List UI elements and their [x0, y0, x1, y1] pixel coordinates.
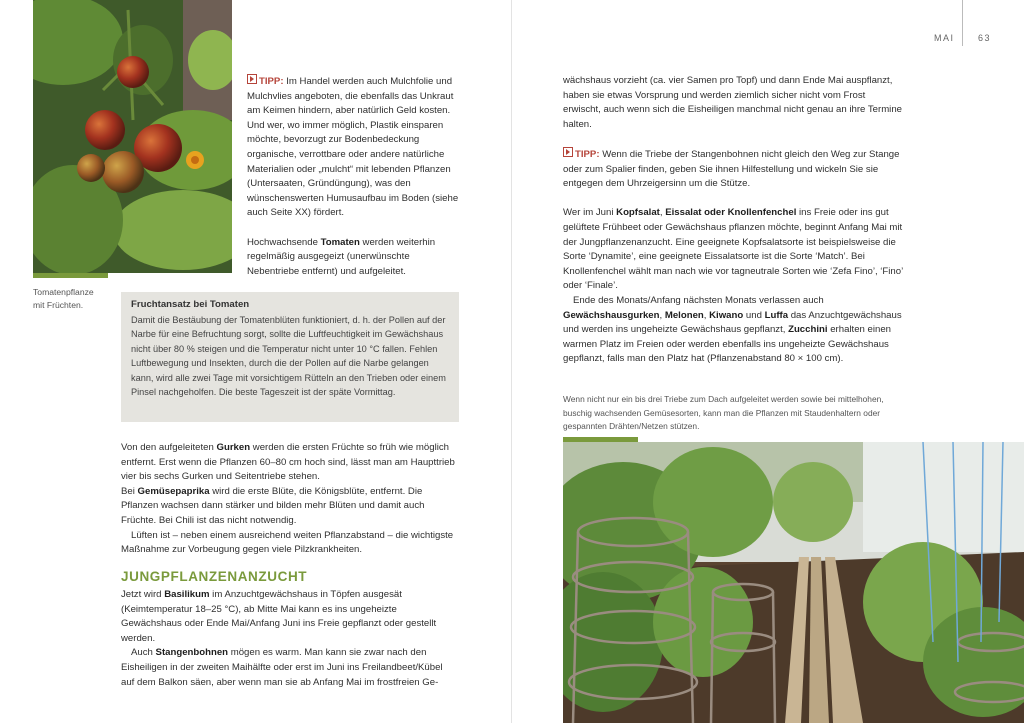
photo-caption-left: Tomatenpflanze mit Früchten.: [33, 287, 94, 310]
continuation-paragraph: wächshaus vorzieht (ca. vier Samen pro Topf) und dann Ende Mai auspflanzt, haben sie etwas Vorsprung und werden ziemlich sicher nicht vom Frost erwischt, auch wenn sich die Eisheiligen manchmal nicht genau an ihre Termine halten.: [563, 75, 902, 130]
info-box-fruchtansatz: [121, 292, 459, 422]
lueften-paragraph: Lüften ist – neben einem ausreichend weiten Pflanzabstand – die wichtigste Maßnahme zur Vorbeugung gegen viele Pilzkrankheiten.: [121, 529, 454, 556]
ende-monat-paragraph: Ende des Monats/Anfang nächsten Monats verlassen auch Gewächshausgurken, Melonen, Kiwano und Luffa das Anzuchtgewächshaus und werden ins ungeheizte Gewächshaus gepflanzt, Zucchini erhalten einen warmen Platz im Freien oder werden ebenfalls ins ungeheizte Gewächshaus gepflanzt, falls man den Platz hat (Pflanzenabstand 80 × 100 cm).: [563, 294, 902, 365]
gurken-paragraph: Von den aufgeleiteten Gurken werden die ersten Früchte so früh wie möglich entfernt. Erst wenn die Pflanzen 60–80 cm hoch sind, lässt man am Haupttrieb vier bis sechs Gurken und Seitentriebe stehen.: [121, 442, 455, 483]
right-upper-column: [563, 74, 903, 367]
basilikum-paragraph: Jetzt wird Basilikum im Anzuchtgewächshaus in Töpfen ausgesät (Keimtemperatur 18–25 °C), ab Mitte Mai kann es ins ungeheizte Gewächshaus oder Ende Mai/Anfang Juni ins Freie gepflanzt oder gestellt werden.: [121, 589, 437, 644]
tomaten-paragraph: Hochwachsende Tomaten werden weiterhin regelmäßig ausgegeizt (unerwünschte Nebentriebe entfernt) und aufgeleitet.: [247, 236, 436, 277]
tomato-plant-photo: [33, 0, 232, 273]
running-head-rule: [962, 0, 963, 46]
tipp-bohnen-paragraph: TIPP: Wenn die Triebe der Stangenbohnen nicht gleich den Weg zur Stange oder zum Spalier finden, geben Sie ihnen Hilfestellung und wickeln Sie sie entgegen dem Uhrzeigersinn um die Stütze.: [563, 148, 900, 190]
right-page: [512, 0, 1024, 723]
page-number: 63: [978, 33, 992, 43]
juni-paragraph: Wer im Juni Kopfsalat, Eissalat oder Knollenfenchel ins Freie oder ins gut gelüftete Frühbeet oder Gewächshaus pflanzen möchte, beginnt Anfang Mai mit der Jungpflanzenanzucht. Eine geeignete Kopfsalatsorte ist beispielsweise die Sorte ‘Dynamite’, eine geeignete Eissalatsorte ist die Sorte ‘Match’. Bei Knollenfenchel wählt man nach wie vor tagneutrale Sorten wie ‘Zefa Fino’, ‘Fino’ oder ‘Finale’.: [563, 207, 903, 292]
tipp-arrow-icon: [247, 74, 257, 84]
info-box-title: Fruchtansatz bei Tomaten: [131, 299, 250, 310]
running-head-section: MAI: [934, 33, 955, 43]
left-bottom-column: [121, 588, 457, 690]
paprika-paragraph: Bei Gemüsepaprika wird die erste Blüte, die Königsblüte, entfernt. Die Pflanzen wachsen dann stärker und bilden mehr Blüten und damit auch Früchte. Bei Chili ist das nicht notwendig.: [121, 485, 425, 526]
left-lower-column: [121, 441, 457, 558]
stangenbohnen-paragraph: Auch Stangenbohnen mögen es warm. Man kann sie zwar nach den Eisheiligen in der zweiten Maihälfte oder erst im Juni ins Freilandbeet/Kübel auf dem Balkon säen, aber wenn man sie ab Anfang Mai im frostfreien Ge-: [121, 647, 443, 688]
photo-accent-bar: [33, 273, 108, 278]
tipp-arrow-icon: [563, 147, 573, 157]
tipp-mulch-paragraph: TIPP: Im Handel werden auch Mulchfolie und Mulchvlies angeboten, die ebenfalls das Unkraut am Keimen hindern, aber natürlich Geld kosten. Und wer, wo immer möglich, Plastik einsparen möchte, bevorzugt zur Bodenbedeckung organische, verrottbare oder andere natürliche Materialien oder „mulcht“ mit lebenden Pflanzen (Untersaaten, Gründüngung), was den wünschenswerten Humusaufbau im Boden (siehe auch Seite XX) fördert.: [247, 76, 459, 219]
greenhouse-photo: [563, 442, 1024, 723]
section-heading: JUNGPFLANZENANZUCHT: [121, 569, 308, 584]
photo-caption-right: Wenn nicht nur ein bis drei Triebe zum Dach aufgeleitet werden sowie bei mittelhohen, buschig wachsenden Gemüsesorten, kann man die Pflanzen mit Staudenhaltern oder gespannten Drähten/Netzen stützen.: [563, 394, 884, 432]
info-box-text: Damit die Bestäubung der Tomatenblüten funktioniert, d. h. der Pollen auf der Narbe für eine Befruchtung sorgt, sollte die Luftfeuchtigkeit im Gewächshaus nicht über 80 % steigen und die Temperatur nicht unter 10 °C fallen. Fehlen Luftbewegung und Insekten, durch die der Pollen auf die Narbe gelangen kann, wird alle zwei Tage mit vorsichtigem Rütteln an den Trieben oder einem Pinsel nachgeholfen. Die beste Tageszeit ist der späte Vormittag.: [131, 314, 446, 397]
left-upper-column: [247, 74, 459, 279]
